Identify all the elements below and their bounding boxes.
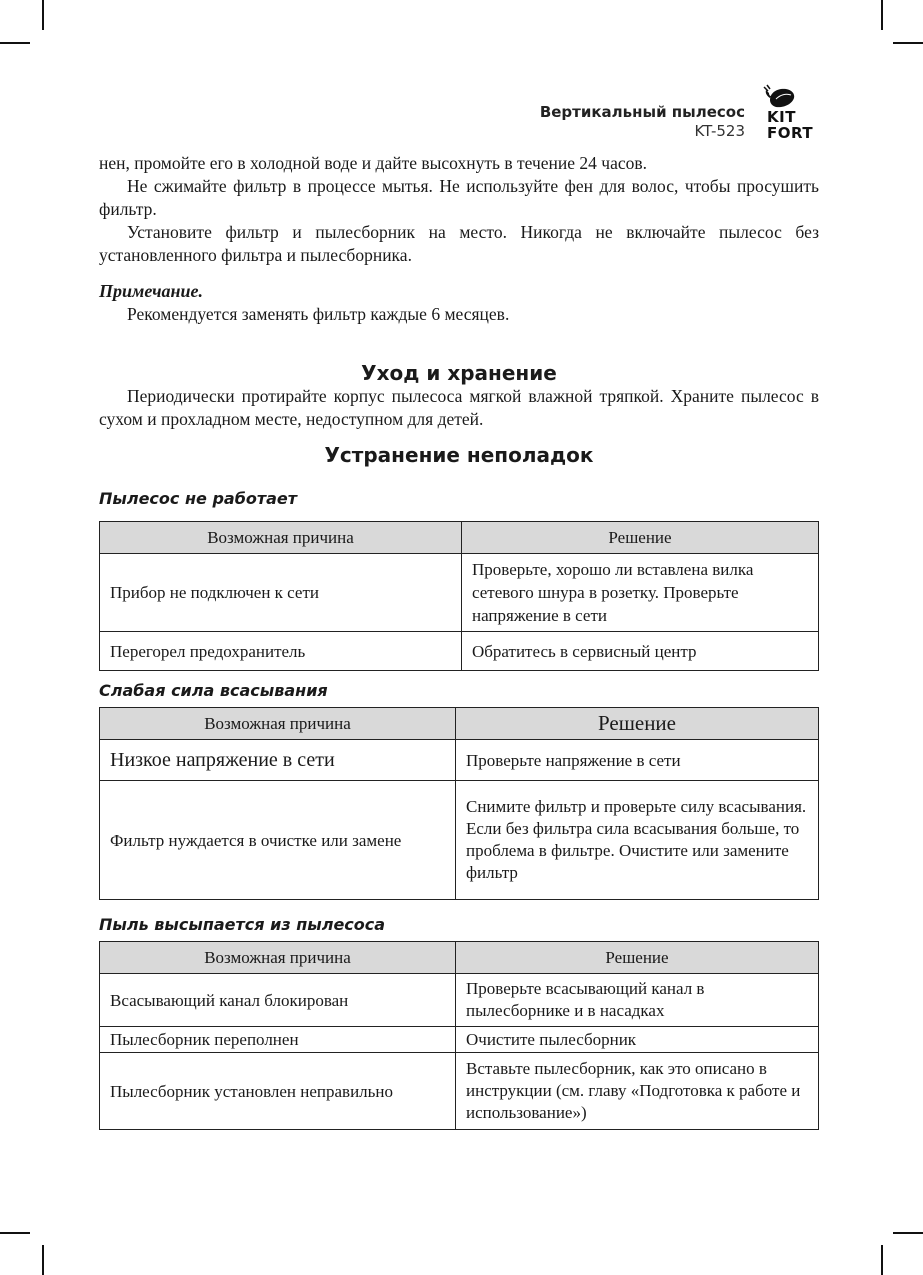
troubleshooting-table [99, 707, 819, 900]
note-title: Примечание. [99, 281, 204, 301]
table-row [100, 974, 819, 1027]
subsection-title: Пылесос не работает [99, 489, 298, 508]
table-header-row [100, 522, 819, 554]
paragraph: Не сжимайте фильтр в процессе мытья. Не используйте фен для волос, чтобы просушить фильтр. [99, 176, 819, 219]
subsection-title: Пыль высыпается из пылесоса [99, 915, 386, 934]
cause-cell: Всасывающий канал блокирован [100, 974, 456, 1027]
model-number: KT-523 [694, 122, 745, 140]
cause-cell: Пылесборник установлен неправильно [100, 1053, 456, 1130]
crop-mark [42, 1245, 44, 1275]
section-heading-care: Уход и хранение [361, 361, 557, 385]
page-header [540, 103, 745, 141]
whale-plug-icon [762, 84, 796, 110]
crop-mark [893, 42, 923, 44]
solution-cell: Проверьте всасывающий канал в пылесборнике и в насадках [456, 974, 819, 1027]
paragraph: Установите фильтр и пылесборник на место. Никогда не включайте пылесос без установленного фильтра и пылесборника. [99, 222, 819, 265]
subsection-title: Слабая сила всасывания [99, 681, 328, 700]
cause-cell: Прибор не подключен к сети [100, 554, 462, 632]
column-header-cause: Возможная причина [100, 708, 456, 740]
table-row [100, 740, 819, 781]
product-title: Вертикальный пылесос [539, 103, 745, 121]
column-header-cause: Возможная причина [100, 522, 462, 554]
table-row [100, 554, 819, 632]
care-text: Периодически протирайте корпус пылесоса мягкой влажной тряпкой. Храните пылесос в сухом и прохладном месте, недоступном для детей. [99, 386, 819, 429]
cause-cell: Перегорел предохранитель [100, 632, 462, 671]
crop-mark [0, 42, 30, 44]
solution-cell: Очистите пылесборник [456, 1027, 819, 1053]
solution-cell: Вставьте пылесборник, как это описано в инструкции (см. главу «Подготовка к работе и использование») [456, 1053, 819, 1130]
crop-mark [42, 0, 44, 30]
brand-logo [762, 84, 822, 146]
note-text: Рекомендуется заменять фильтр каждые 6 месяцев. [127, 304, 510, 324]
solution-cell: Проверьте напряжение в сети [456, 740, 819, 781]
solution-cell: Проверьте, хорошо ли вставлена вилка сетевого шнура в розетку. Проверьте напряжение в сети [462, 554, 819, 632]
solution-cell: Снимите фильтр и проверьте силу всасывания. Если без фильтра сила всасывания больше, то проблема в фильтре. Очистите или замените фильтр [456, 781, 819, 900]
troubleshooting-table [99, 941, 819, 1130]
troubleshooting-table [99, 521, 819, 671]
paragraph: нен, промойте его в холодной воде и дайте высохнуть в течение 24 часов. [99, 153, 648, 173]
table-row [100, 632, 819, 671]
crop-mark [893, 1232, 923, 1234]
solution-cell: Обратитесь в сервисный центр [462, 632, 819, 671]
column-header-cause: Возможная причина [100, 942, 456, 974]
cause-cell: Низкое напряжение в сети [100, 740, 456, 781]
table-header-row [100, 708, 819, 740]
table-row [100, 1053, 819, 1130]
crop-mark [881, 1245, 883, 1275]
cause-cell: Пылесборник переполнен [100, 1027, 456, 1053]
section-heading-troubleshooting: Устранение неполадок [324, 443, 594, 467]
table-header-row [100, 942, 819, 974]
brand-name: KIT FORT [767, 108, 814, 142]
crop-mark [881, 0, 883, 30]
crop-mark [0, 1232, 30, 1234]
column-header-solution: Решение [456, 942, 819, 974]
intro-text [99, 152, 819, 267]
table-row [100, 781, 819, 900]
cause-cell: Фильтр нуждается в очистке или замене [100, 781, 456, 900]
column-header-solution: Решение [462, 522, 819, 554]
table-row [100, 1027, 819, 1053]
column-header-solution: Решение [456, 708, 819, 740]
